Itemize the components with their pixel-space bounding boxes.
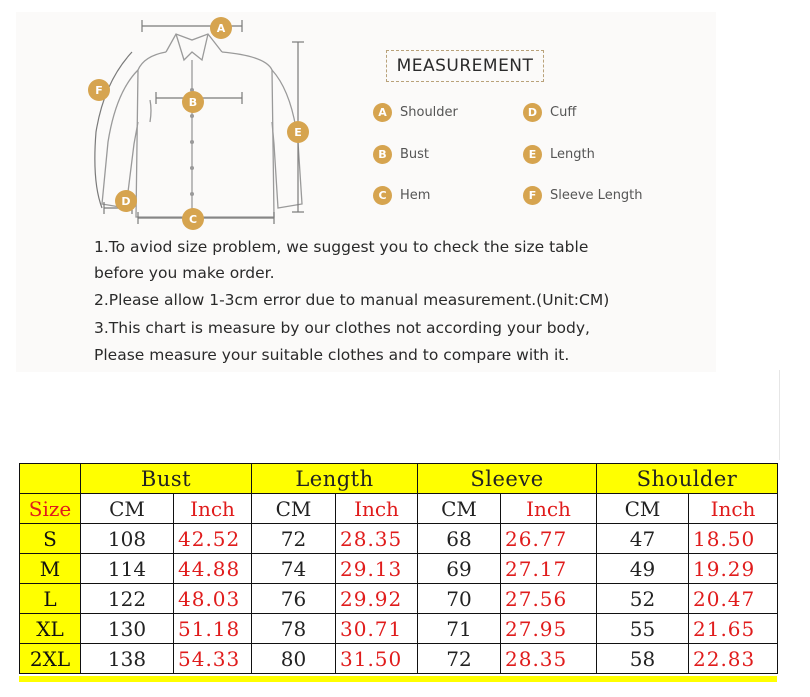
legend-bust [373, 144, 429, 164]
size-header: Size [20, 494, 81, 524]
sleeve-cm: 68 [418, 524, 501, 554]
unit-cm: CM [252, 494, 336, 524]
table-row [20, 554, 778, 584]
bust-inch: 42.52 [174, 524, 252, 554]
badge-f: F [88, 79, 110, 101]
shoulder-inch: 19.29 [689, 554, 778, 584]
length-cm: 78 [252, 614, 336, 644]
group-header-bust: Bust [81, 464, 252, 494]
divider [779, 370, 780, 460]
badge-b: B [182, 91, 204, 113]
legend-badge: D [523, 103, 542, 122]
bust-inch: 54.33 [174, 644, 252, 674]
sleeve-inch: 27.56 [501, 584, 597, 614]
size-cell: S [20, 524, 81, 554]
length-inch: 29.92 [336, 584, 418, 614]
group-header-shoulder: Shoulder [597, 464, 778, 494]
length-cm: 74 [252, 554, 336, 584]
bust-cm: 108 [81, 524, 174, 554]
legend-label: Shoulder [400, 104, 458, 120]
note-line-5: Please measure your suitable clothes and to compare with it. [94, 346, 570, 364]
shoulder-inch: 20.47 [689, 584, 778, 614]
unit-cm: CM [81, 494, 174, 524]
legend-label: Bust [400, 146, 430, 162]
table-row [20, 584, 778, 614]
size-cell: L [20, 584, 81, 614]
group-header-row [20, 464, 778, 494]
legend-label: Length [550, 146, 595, 162]
table-row [20, 614, 778, 644]
group-header-sleeve: Sleeve [418, 464, 597, 494]
legend-badge: B [373, 145, 392, 164]
measurement-panel [16, 12, 716, 372]
legend-length [523, 144, 595, 164]
sleeve-inch: 27.95 [501, 614, 597, 644]
shoulder-inch: 18.50 [689, 524, 778, 554]
sleeve-cm: 70 [418, 584, 501, 614]
measurement-title: MEASUREMENT [386, 50, 544, 82]
length-inch: 29.13 [336, 554, 418, 584]
corner-cell [20, 464, 81, 494]
badge-d: D [115, 190, 137, 212]
bust-inch: 48.03 [174, 584, 252, 614]
size-cell: 2XL [20, 644, 81, 674]
shoulder-cm: 49 [597, 554, 689, 584]
length-cm: 80 [252, 644, 336, 674]
bust-inch: 51.18 [174, 614, 252, 644]
bust-cm: 122 [81, 584, 174, 614]
unit-cm: CM [597, 494, 689, 524]
shoulder-inch: 22.83 [689, 644, 778, 674]
legend-hem [373, 185, 430, 205]
shoulder-inch: 21.65 [689, 614, 778, 644]
note-line-4: 3.This chart is measure by our clothes not according your body, [94, 319, 590, 337]
legend-label: Hem [400, 187, 431, 203]
table-row [20, 524, 778, 554]
bust-inch: 44.88 [174, 554, 252, 584]
legend-badge: A [373, 103, 392, 122]
unit-cm: CM [418, 494, 501, 524]
sleeve-inch: 27.17 [501, 554, 597, 584]
table-bottom-strip [19, 676, 777, 682]
legend-shoulder [373, 102, 458, 122]
bust-cm: 138 [81, 644, 174, 674]
length-inch: 28.35 [336, 524, 418, 554]
unit-inch: Inch [174, 494, 252, 524]
legend-badge: E [523, 145, 542, 164]
size-cell: M [20, 554, 81, 584]
table-row [20, 644, 778, 674]
unit-inch: Inch [501, 494, 597, 524]
shoulder-cm: 47 [597, 524, 689, 554]
note-line-1: 1.To aviod size problem, we suggest you to check the size table [94, 238, 589, 256]
legend-badge: F [523, 186, 542, 205]
badge-a: A [210, 17, 232, 39]
bust-cm: 114 [81, 554, 174, 584]
sleeve-cm: 71 [418, 614, 501, 644]
sleeve-inch: 26.77 [501, 524, 597, 554]
legend-cuff [523, 102, 576, 122]
group-header-length: Length [252, 464, 418, 494]
legend-label: Cuff [550, 104, 577, 120]
unit-inch: Inch [336, 494, 418, 524]
note-line-3: 2.Please allow 1-3cm error due to manual measurement.(Unit:CM) [94, 291, 610, 309]
unit-header-row [20, 494, 778, 524]
length-inch: 30.71 [336, 614, 418, 644]
legend-sleeve-length [523, 185, 643, 205]
sleeve-inch: 28.35 [501, 644, 597, 674]
sleeve-cm: 69 [418, 554, 501, 584]
legend-badge: C [373, 186, 392, 205]
unit-inch: Inch [689, 494, 778, 524]
shoulder-cm: 55 [597, 614, 689, 644]
size-cell: XL [20, 614, 81, 644]
badge-e: E [287, 121, 309, 143]
bust-cm: 130 [81, 614, 174, 644]
shoulder-cm: 52 [597, 584, 689, 614]
length-inch: 31.50 [336, 644, 418, 674]
sleeve-cm: 72 [418, 644, 501, 674]
note-line-2: before you make order. [94, 264, 275, 282]
shoulder-cm: 58 [597, 644, 689, 674]
length-cm: 72 [252, 524, 336, 554]
legend-label: Sleeve Length [550, 187, 643, 203]
size-table [19, 463, 778, 674]
badge-c: C [182, 208, 204, 230]
length-cm: 76 [252, 584, 336, 614]
